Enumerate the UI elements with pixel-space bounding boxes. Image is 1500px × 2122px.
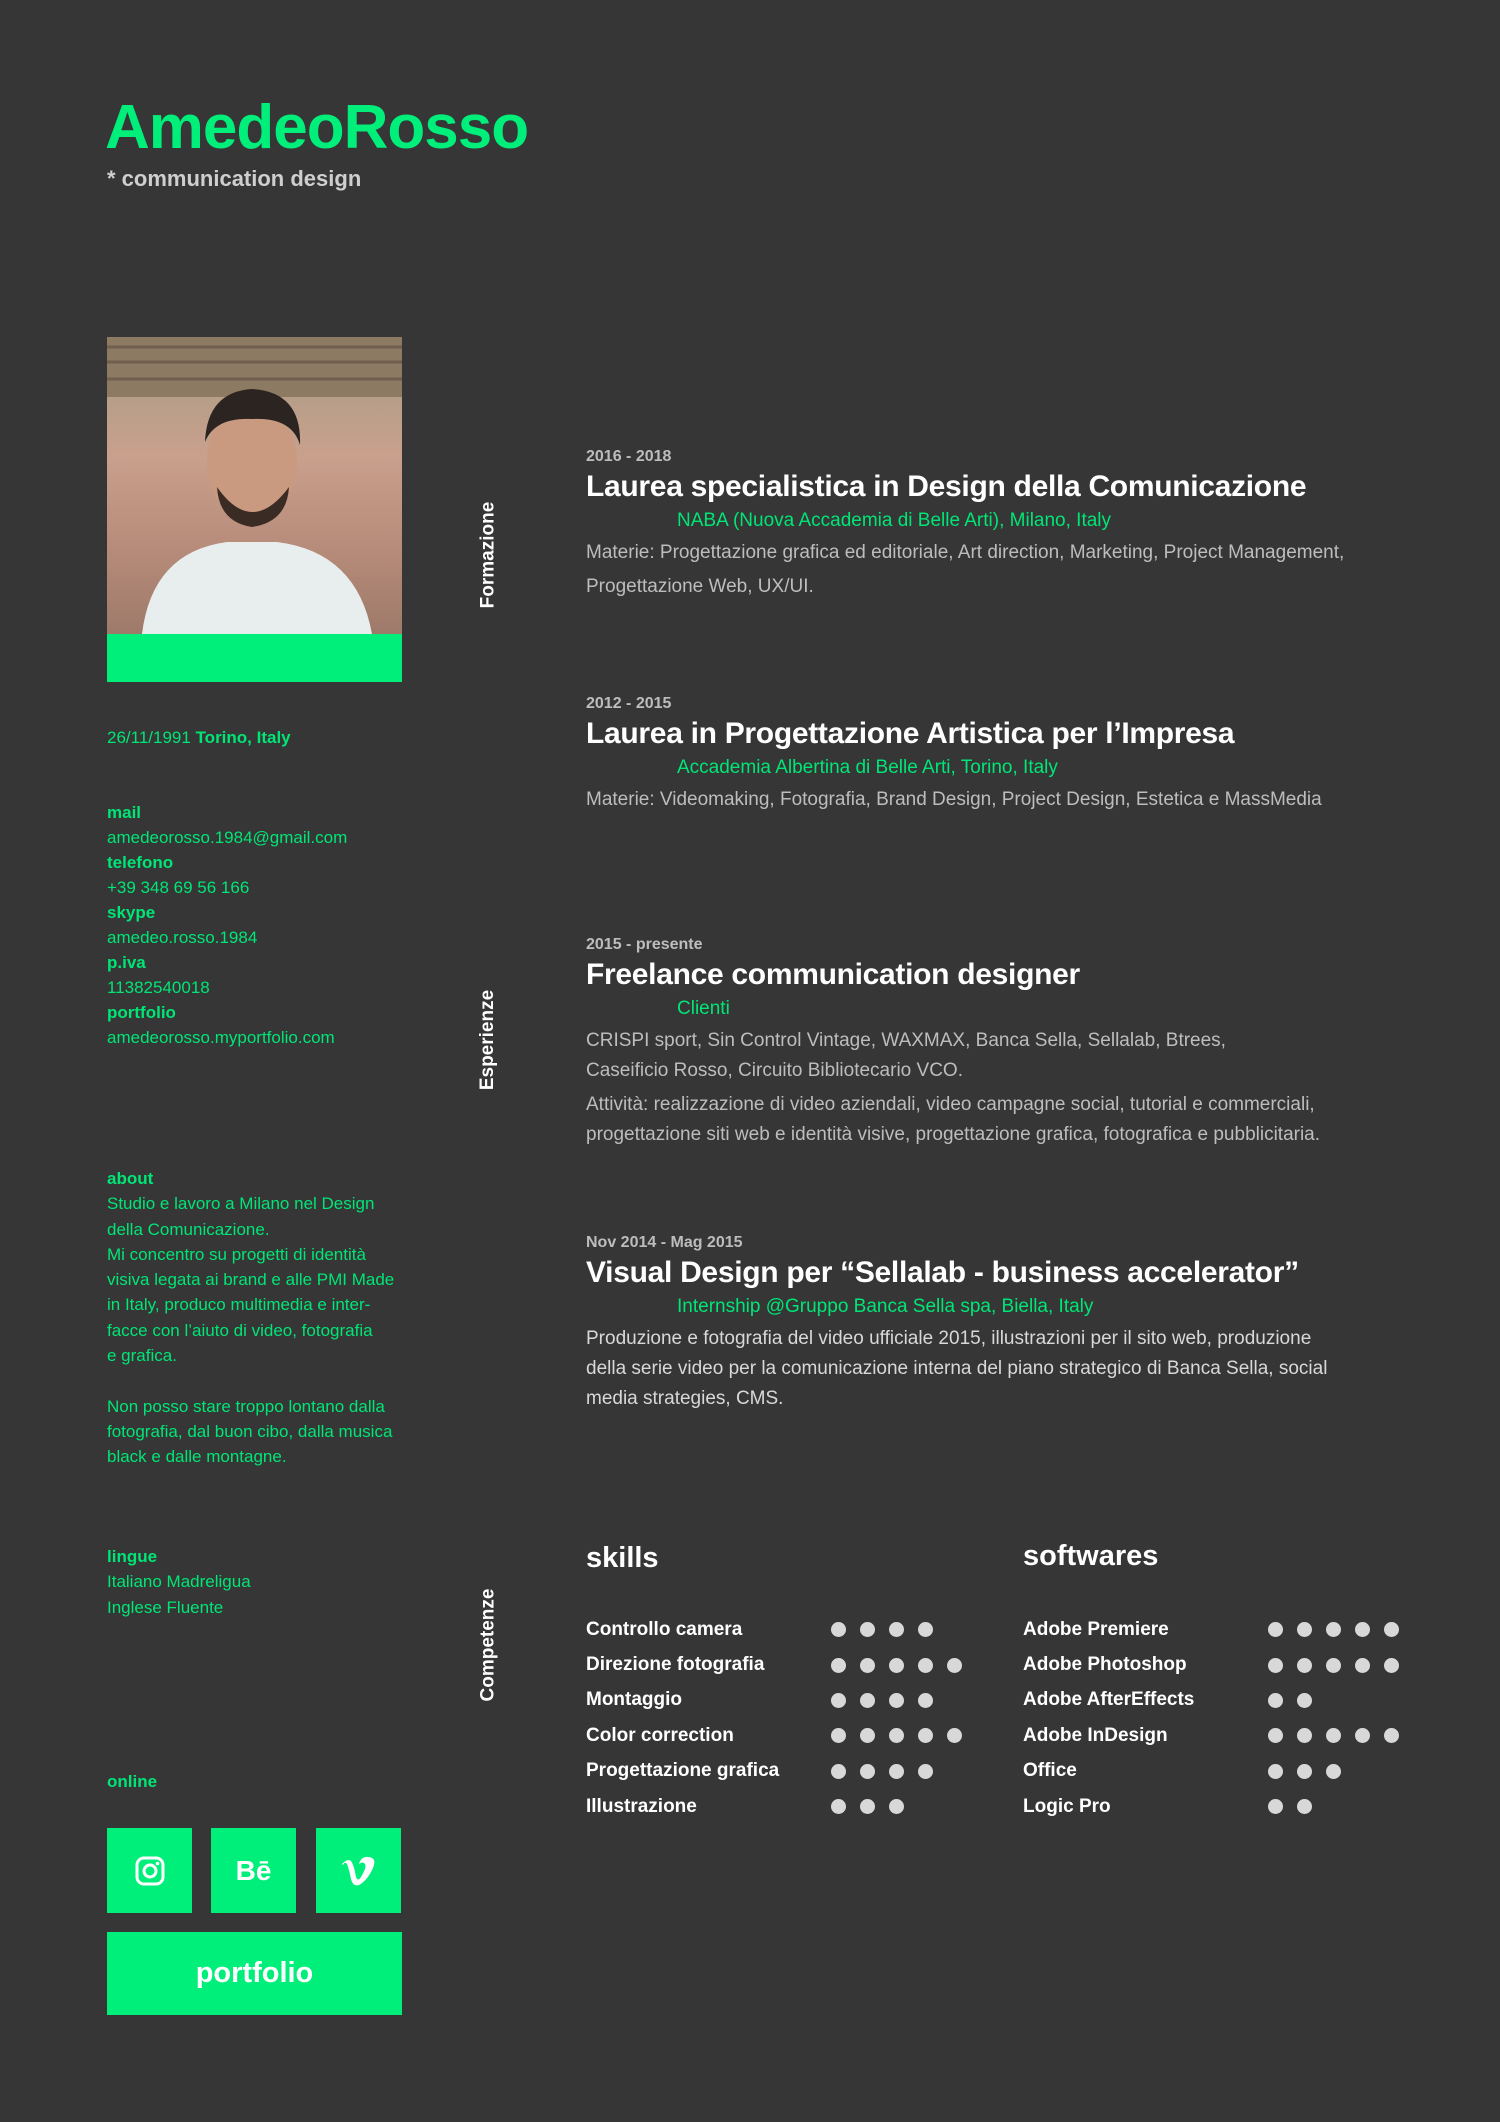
level-dot [831,1728,846,1743]
about-section [107,1166,427,1470]
section-label-formazione [470,455,506,655]
skills-name: Montaggio [586,1689,683,1711]
education-entry [586,448,1416,604]
level-rating [831,1728,962,1743]
about-line: Non posso stare troppo lontano dalla [107,1396,385,1416]
entry-institution: NABA (Nuova Accademia di Belle Arti), Milano, Italy [677,510,1112,531]
level-dot [860,1764,875,1779]
level-dot [1268,1799,1283,1814]
entry-body-line: progettazione siti web e identità visive, progettazione grafica, fotografica e pubblicitaria. [586,1124,1321,1145]
skills-row [586,1718,962,1753]
level-dot [860,1658,875,1673]
skills-name: Illustrazione [586,1795,697,1817]
level-dot [889,1693,904,1708]
entry-title: Visual Design per “Sellalab - business accelerator” [586,1256,1299,1289]
level-dot [1326,1622,1341,1637]
entry-body-line: della serie video per la comunicazione interna del piano strategico di Banca Sella, social [586,1358,1328,1379]
languages-section [107,1544,427,1620]
skills-row [586,1754,962,1789]
photo-accent-bar [107,634,402,682]
entry-institution: Internship @Gruppo Banca Sella spa, Biella, Italy [677,1296,1094,1317]
section-label-text: Competenze [477,1588,498,1702]
level-dot [1268,1693,1283,1708]
about-line: e grafica. [107,1346,177,1366]
entry-date: 2012 - 2015 [586,695,672,712]
level-dot [889,1764,904,1779]
softwares-name: Adobe InDesign [1023,1724,1168,1746]
portfolio-button[interactable]: portfolio [107,1932,402,2015]
softwares-row [1023,1612,1399,1647]
level-rating [1268,1764,1341,1779]
behance-button[interactable] [211,1828,296,1913]
softwares-title: softwares [1023,1540,1159,1572]
instagram-button[interactable] [107,1828,192,1913]
vimeo-button[interactable] [316,1828,401,1913]
experience-entry [586,936,1416,1150]
softwares-name: Logic Pro [1023,1795,1111,1817]
contact-label: skype [107,903,156,922]
contact-label: mail [107,803,142,822]
about-label: about [107,1169,154,1188]
birthplace: Torino, Italy [195,728,291,747]
level-dot [1268,1728,1283,1743]
level-dot [1297,1799,1312,1814]
about-line: Studio e lavoro a Milano nel Design [107,1194,375,1214]
softwares-row [1023,1754,1399,1789]
softwares-row [1023,1647,1399,1682]
skills-row [586,1683,962,1718]
level-rating [1268,1728,1399,1743]
level-dot [918,1622,933,1637]
level-dot [1384,1622,1399,1637]
phone-link[interactable]: +39 348 69 56 166 [107,878,250,897]
email-link[interactable]: amedeorosso.1984@gmail.com [107,828,348,847]
birthdate: 26/11/1991 [107,728,191,747]
level-dot [918,1764,933,1779]
vat-number: 11382540018 [107,978,210,997]
contact-label: p.iva [107,953,146,972]
experience-entry [586,1234,1416,1414]
softwares-name: Adobe Premiere [1023,1618,1169,1640]
level-dot [860,1622,875,1637]
skills-name: Direzione fotografia [586,1654,765,1676]
skills-row [586,1612,962,1647]
skype-link[interactable]: amedeo.rosso.1984 [107,928,258,947]
language-item: Italiano Madreligua [107,1572,251,1592]
level-dot [1326,1728,1341,1743]
skills-name: Progettazione grafica [586,1760,780,1782]
entry-title: Freelance communication designer [586,958,1080,991]
level-dot [889,1658,904,1673]
language-item: Inglese Fluente [107,1597,224,1617]
level-rating [1268,1622,1399,1637]
level-dot [889,1799,904,1814]
level-rating [1268,1693,1312,1708]
level-dot [918,1728,933,1743]
contact-label: portfolio [107,1003,176,1022]
entry-body-line: Materie: Progettazione grafica ed editoriale, Art direction, Marketing, Project Management, [586,542,1345,563]
skills-row [586,1789,962,1824]
level-dot [1268,1658,1283,1673]
birth-info [107,728,427,748]
section-label-esperienze [470,940,506,1140]
entry-body-line: media strategies, CMS. [586,1388,784,1409]
softwares-name: Office [1023,1760,1077,1782]
level-dot [918,1658,933,1673]
level-rating [831,1693,933,1708]
level-dot [1297,1764,1312,1779]
skills-row [586,1647,962,1682]
profile-photo [107,337,402,634]
entry-institution: Clienti [677,998,730,1019]
level-dot [831,1764,846,1779]
level-dot [831,1658,846,1673]
softwares-row [1023,1683,1399,1718]
level-dot [1355,1658,1370,1673]
tagline: * communication design [107,166,362,191]
portfolio-link[interactable]: amedeorosso.myportfolio.com [107,1028,335,1047]
about-line: facce con l’aiuto di video, fotografia [107,1320,373,1340]
languages-label: lingue [107,1547,158,1566]
level-dot [1297,1622,1312,1637]
section-label-text: Formazione [477,501,498,609]
name-title: AmedeoRosso [105,93,529,162]
level-dot [1355,1728,1370,1743]
level-dot [1355,1622,1370,1637]
level-dot [947,1728,962,1743]
softwares-name: Adobe Photoshop [1023,1654,1187,1676]
level-dot [1384,1658,1399,1673]
level-dot [860,1799,875,1814]
about-line: in Italy, produco multimedia e inter- [107,1295,371,1315]
softwares-section [1023,1540,1399,1824]
entry-institution: Accademia Albertina di Belle Arti, Torino, Italy [677,757,1058,778]
level-dot [1297,1658,1312,1673]
level-dot [1297,1728,1312,1743]
entry-body-line: Caseificio Rosso, Circuito Bibliotecario VCO. [586,1060,963,1081]
level-dot [947,1658,962,1673]
section-label-competenze [470,1545,506,1745]
entry-body-line: Produzione e fotografia del video ufficiale 2015, illustrazioni per il sito web, produzione [586,1328,1312,1349]
level-rating [1268,1799,1312,1814]
about-line [107,1368,427,1393]
online-label: online [107,1772,158,1791]
level-dot [1326,1658,1341,1673]
entry-date: 2016 - 2018 [586,448,672,465]
level-dot [889,1622,904,1637]
level-dot [860,1693,875,1708]
vimeo-icon [340,1855,378,1887]
level-dot [831,1622,846,1637]
instagram-icon [135,1856,165,1886]
level-dot [831,1693,846,1708]
level-rating [831,1764,933,1779]
softwares-row [1023,1718,1399,1753]
about-line: Mi concentro su progetti di identità [107,1244,366,1264]
contacts [107,800,427,1050]
entry-body-line: Attività: realizzazione di video aziendali, video campagne social, tutorial e commerciali, [586,1094,1315,1115]
entry-body-line: Materie: Videomaking, Fotografia, Brand Design, Project Design, Estetica e MassMedia [586,789,1322,810]
behance-icon: Bē [235,1854,272,1886]
about-line: fotografia, dal buon cibo, dalla musica [107,1421,393,1441]
about-line: visiva legata ai brand e alle PMI Made [107,1270,395,1290]
softwares-name: Adobe AfterEffects [1023,1689,1195,1711]
level-dot [1384,1728,1399,1743]
section-label-text: Esperienze [477,989,499,1091]
entry-title: Laurea in Progettazione Artistica per l’Impresa [586,717,1235,750]
contact-label: telefono [107,853,174,872]
level-rating [831,1622,933,1637]
entry-body-line: CRISPI sport, Sin Control Vintage, WAXMAX, Banca Sella, Sellalab, Btrees, [586,1030,1226,1051]
education-entry [586,695,1416,817]
entry-title: Laurea specialistica in Design della Comunicazione [586,470,1307,503]
entry-date: Nov 2014 - Mag 2015 [586,1234,743,1251]
level-dot [1297,1693,1312,1708]
skills-name: Color correction [586,1724,734,1746]
level-rating [831,1658,962,1673]
level-rating [831,1799,904,1814]
softwares-row [1023,1789,1399,1824]
level-dot [1268,1764,1283,1779]
level-dot [889,1728,904,1743]
level-dot [831,1799,846,1814]
level-dot [918,1693,933,1708]
about-line: della Comunicazione. [107,1219,270,1239]
entry-body-line: Progettazione Web, UX/UI. [586,576,814,597]
level-rating [1268,1658,1399,1673]
level-dot [1326,1764,1341,1779]
about-line: black e dalle montagne. [107,1447,287,1467]
level-dot [860,1728,875,1743]
skills-section [586,1542,962,1824]
skills-title: skills [586,1542,659,1574]
level-dot [1268,1622,1283,1637]
skills-name: Controllo camera [586,1618,743,1640]
entry-date: 2015 - presente [586,936,703,953]
